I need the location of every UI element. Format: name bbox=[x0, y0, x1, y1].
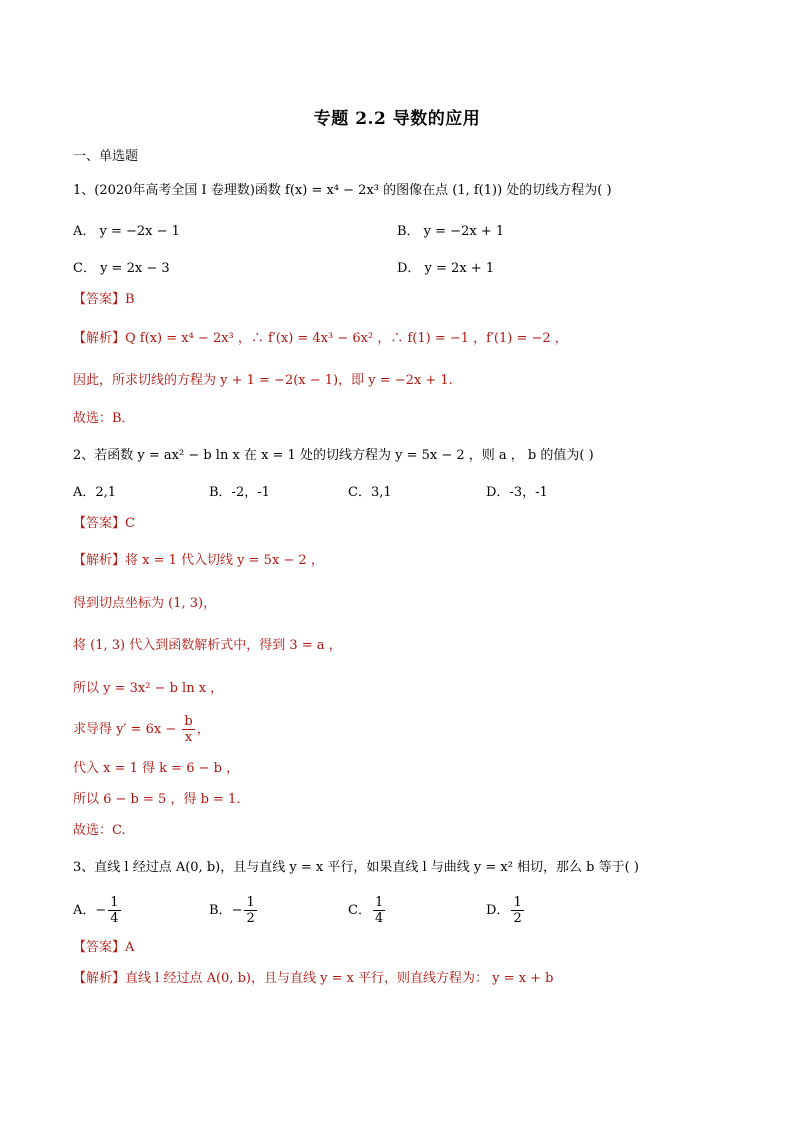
derivative-text: 求导得 y′ = 6x − bbox=[73, 722, 181, 737]
q2-analysis-line-3: 将 (1, 3) 代入到函数解析式中，得到 3 = a ， bbox=[73, 638, 342, 653]
fraction-denominator: x bbox=[184, 730, 193, 745]
q2-analysis-line-1 bbox=[73, 551, 324, 571]
q1-analysis-line-2: 因此，所求切线的方程为 y + 1 = −2(x − 1)，即 y = −2x + 1. bbox=[73, 373, 453, 388]
q2-analysis-line-5 bbox=[73, 713, 210, 747]
q2-analysis-line-2: 得到切点坐标为 (1, 3)， bbox=[73, 596, 217, 611]
fraction-denominator: 4 bbox=[374, 911, 384, 926]
fraction-one-quarter bbox=[373, 895, 385, 926]
fraction-denominator: 2 bbox=[513, 911, 522, 926]
option-label: B． bbox=[209, 903, 232, 918]
option-label: C． bbox=[348, 903, 371, 918]
q2-stem: 2、若函数 y = ax² − b ln x 在 x = 1 处的切线方程为 y = 5x − 2 ，则 a ， b 的值为( ) bbox=[73, 448, 594, 463]
q2-choice: 故选：C. bbox=[73, 823, 126, 838]
q2-analysis-line-7: 所以 6 − b = 5 ，得 b = 1. bbox=[73, 792, 241, 807]
minus-sign: − bbox=[231, 903, 243, 918]
q1-option-a: A． y = −2x − 1 bbox=[73, 224, 180, 239]
fraction-denominator: 4 bbox=[110, 911, 119, 926]
q1-analysis-line-1 bbox=[73, 329, 568, 349]
q3-option-d bbox=[486, 894, 526, 928]
analysis-text: 直线 l 经过点 A(0, b)，且与直线 y = x 平行，则直线方程为： y = x + b bbox=[125, 971, 554, 986]
fraction-one-half bbox=[244, 895, 256, 926]
q2-answer bbox=[73, 514, 135, 534]
q3-option-c bbox=[348, 894, 387, 928]
q3-analysis-line-1 bbox=[73, 969, 554, 989]
q1-answer bbox=[73, 290, 135, 310]
q2-analysis-line-6: 代入 x = 1 得 k = 6 − b ， bbox=[73, 761, 240, 776]
answer-label: 【答案】 bbox=[73, 516, 126, 531]
fraction-one-quarter bbox=[108, 895, 120, 926]
analysis-label: 【解析】 bbox=[73, 553, 126, 568]
q2-option-b: B．-2，-1 bbox=[209, 485, 270, 500]
q3-option-a bbox=[73, 894, 123, 928]
page-title: 专题 2.2 导数的应用 bbox=[313, 109, 481, 129]
answer-label: 【答案】 bbox=[73, 940, 126, 955]
fraction-numerator: 1 bbox=[246, 895, 255, 910]
answer-value: C bbox=[125, 516, 135, 531]
q1-option-c: C． y = 2x − 3 bbox=[73, 261, 170, 276]
q1-option-d: D． y = 2x + 1 bbox=[397, 261, 495, 276]
q2-option-c: C．3,1 bbox=[348, 485, 392, 500]
fraction-one-half bbox=[511, 895, 523, 926]
minus-sign: − bbox=[95, 903, 107, 918]
answer-label: 【答案】 bbox=[73, 292, 126, 307]
fraction-numerator: 1 bbox=[513, 895, 522, 910]
section-heading: 一、单选题 bbox=[73, 149, 139, 164]
derivative-tail: ， bbox=[196, 722, 210, 737]
analysis-label: 【解析】 bbox=[73, 971, 126, 986]
q2-option-a: A．2,1 bbox=[73, 485, 117, 500]
fraction-denominator: 2 bbox=[246, 911, 255, 926]
fraction-numerator: 1 bbox=[374, 895, 384, 910]
q2-option-d: D．-3，-1 bbox=[486, 485, 548, 500]
q2-analysis-line-4: 所以 y = 3x² − b ln x ， bbox=[73, 681, 224, 696]
option-label: A． bbox=[73, 903, 96, 918]
q3-option-b bbox=[209, 894, 259, 928]
answer-value: A bbox=[125, 940, 135, 955]
analysis-label: 【解析】 bbox=[73, 331, 126, 346]
q3-answer bbox=[73, 938, 134, 958]
fraction-numerator: b bbox=[184, 714, 193, 729]
analysis-text: Q f(x) = x⁴ − 2x³ ，∴ f′(x) = 4x³ − 6x² ，∴ f(1) = −1 ，f′(1) = −2 ， bbox=[125, 331, 568, 346]
answer-value: B bbox=[125, 292, 135, 307]
q1-choice: 故选：B． bbox=[73, 411, 135, 426]
q1-option-b: B． y = −2x + 1 bbox=[397, 224, 505, 239]
q1-stem: 1、(2020年高考全国 I 卷理数)函数 f(x) = x⁴ − 2x³ 的图像在点 (1, f(1)) 处的切线方程为( ) bbox=[73, 183, 612, 198]
q3-stem: 3、直线 l 经过点 A(0, b)，且与直线 y = x 平行，如果直线 l 与曲线 y = x² 相切，那么 b 等于( ) bbox=[73, 860, 639, 875]
fraction-b-over-x bbox=[182, 714, 194, 745]
fraction-numerator: 1 bbox=[110, 895, 119, 910]
analysis-text: 将 x = 1 代入切线 y = 5x − 2 ， bbox=[125, 553, 324, 568]
option-label: D． bbox=[486, 903, 510, 918]
